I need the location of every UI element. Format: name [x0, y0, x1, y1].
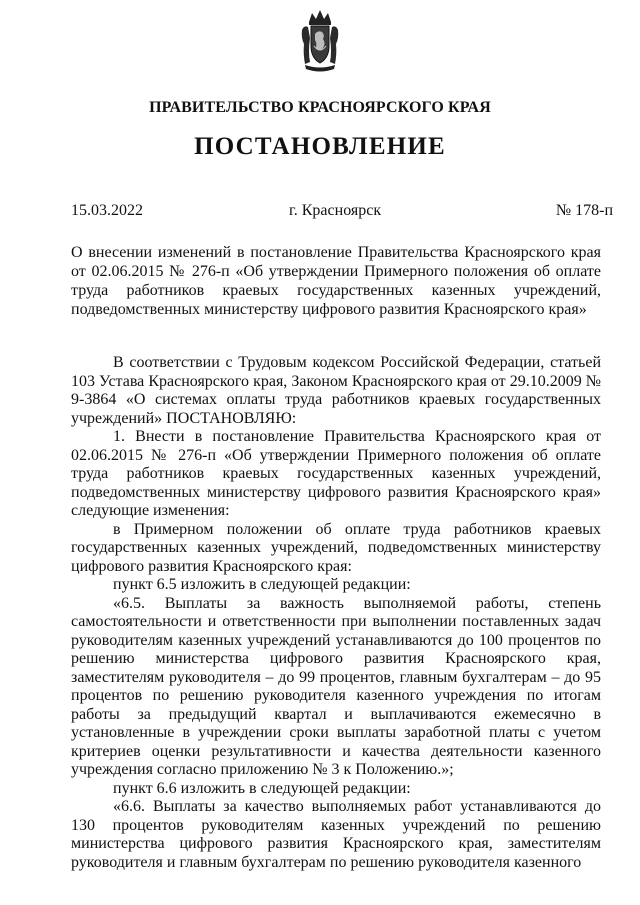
- body-paragraph: «6.5. Выплаты за важность выполняемой работы, степень самостоятельности и ответственности при выполнении поставленных задач руководителям казенных учреждений устанавливаются до 100 процентов по решению министерства цифрового развития Красноярского края, заместителям руководителя – до 99 процентов, главным бухгалтерам – до 95 процентов по решению руководителя казенного учреждения по итогам работы за предыдущий квартал и выплачиваются ежемесячно в установленные в учреждении сроки выплаты заработной платы с учетом критериев оценки результативности и качества деятельности казенного учреждения согласно приложению № 3 к Положению.»;: [71, 594, 601, 778]
- body-paragraph: пункт 6.6 изложить в следующей редакции:: [113, 779, 411, 797]
- title-line: от 02.06.2015 № 276-п «Об утверждении Примерного положения об оплате: [71, 263, 601, 280]
- document-city: г. Красноярск: [289, 202, 382, 219]
- document-body: [71, 354, 601, 872]
- document-type-title: ПОСТАНОВЛЕНИЕ: [194, 133, 446, 160]
- title-line: труда работников краевых государственных казенных учреждений,: [71, 282, 601, 299]
- body-paragraph: «6.6. Выплаты за качество выполняемых работ устанавливаются до 130 процентов руководителям казенных учреждений по решению министерства цифрового развития Красноярского края, заместителям руководителя и главным бухгалтерам по решению руководителя казенного: [71, 798, 601, 871]
- title-line: подведомственных министерству цифрового развития Красноярского края»: [71, 301, 587, 318]
- document-number: № 178-п: [555, 202, 613, 219]
- title-line: О внесении изменений в постановление Правительства Красноярского края: [71, 244, 601, 261]
- government-title: ПРАВИТЕЛЬСТВО КРАСНОЯРСКОГО КРАЯ: [149, 99, 491, 116]
- coat-of-arms-icon: [301, 8, 339, 74]
- document-title: [71, 243, 601, 319]
- body-paragraph: 1. Внести в постановление Правительства Красноярского края от 02.06.2015 № 276-п «Об утверждении Примерного положения об оплате труда работников краевых государственных казенных учреждений, подведомственных министерству цифрового развития Красноярского края» следующие изменения:: [71, 428, 601, 519]
- body-paragraph: в Примерном положении об оплате труда работников краевых государственных казенных учреждений, подведомственных министерству цифрового развития Красноярского края:: [71, 520, 601, 575]
- document-date: 15.03.2022: [71, 202, 143, 219]
- body-paragraph: В соответствии с Трудовым кодексом Российской Федерации, статьей 103 Устава Красноярского края, Законом Красноярского края от 29.10.2009 № 9-3864 «О системах оплаты труда работников краевых государственных учреждений» ПОСТАНОВЛЯЮ:: [71, 354, 601, 427]
- body-paragraph: пункт 6.5 изложить в следующей редакции:: [113, 576, 411, 593]
